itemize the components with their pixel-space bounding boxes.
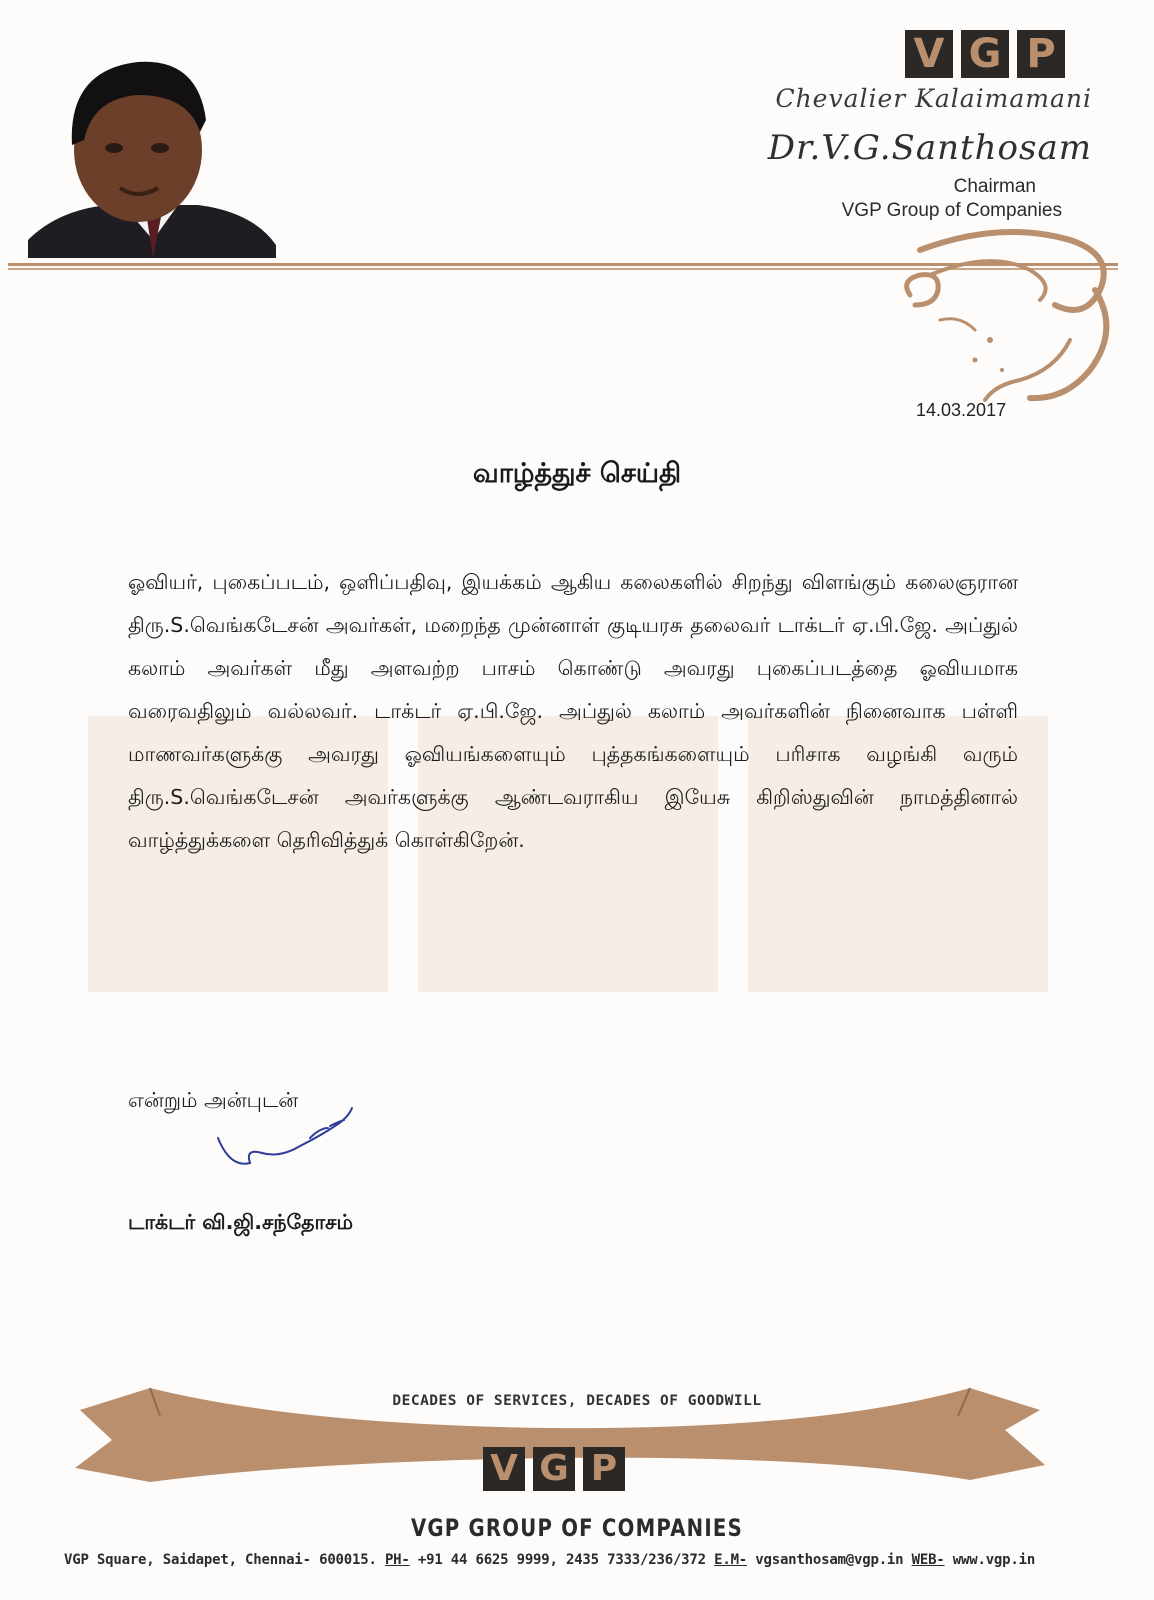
letter-body: ஓவியர், புகைப்படம், ஒளிப்பதிவு, இயக்கம் ஆகிய கலைகளில் சிறந்து விளங்கும் கலைஞரான திரு.S.வெங்கடேசன் அவர்கள், மறைந்த முன்னாள் குடியரசு தலைவர் டாக்டர் ஏ.பி.ஜே. அப்துல் கலாம் அவர்கள் மீது அளவற்ற பாசம் கொண்டு அவரது புகைப்படத்தை ஓவியமாக வரைவதிலும் வல்லவர். டாக்டர் ஏ.பி.ஜே. அப்துல் கலாம் அவர்களின் நினைவாக பள்ளி மாணவர்களுக்கு அவரது ஓவியங்களையும் புத்தகங்களையும் பரிசாக வழங்கி வரும் திரு.S.வெங்கடேசன் அவர்களுக்கு ஆண்டவராகிய இயேசு கிறிஸ்துவின் நாமத்தினால் வாழ்த்துக்களை தெரிவித்துக் கொள்கிறேன்.: [128, 570, 1018, 852]
footer-group-name: VGP GROUP OF COMPANIES: [410, 1514, 744, 1542]
logo-letter: P: [583, 1447, 625, 1491]
footer-vgp-logo: [483, 1447, 625, 1491]
chairman-name: Dr.V.G.Santhosam: [767, 128, 1092, 168]
website-link[interactable]: www.vgp.in: [952, 1552, 1036, 1568]
chairman-portrait: [28, 40, 276, 258]
vgp-logo: [905, 30, 1065, 78]
logo-letter: G: [961, 30, 1009, 78]
chairman-role: Chairman: [953, 176, 1036, 197]
footer-contact-line: [64, 1552, 1094, 1568]
footer-address: VGP Square, Saidapet, Chennai- 600015.: [64, 1552, 377, 1568]
chairman-honorific: Chevalier Kalaimamani: [775, 84, 1092, 113]
logo-letter: V: [905, 30, 953, 78]
logo-letter: P: [1017, 30, 1065, 78]
logo-letter: V: [483, 1447, 525, 1491]
letter-date: 14.03.2017: [916, 400, 1007, 420]
footer-tagline: DECADES OF SERVICES, DECADES OF GOODWILL: [392, 1393, 762, 1409]
email-label: E.M-: [714, 1552, 748, 1568]
email-address[interactable]: vgsanthosam@vgp.in: [755, 1552, 904, 1568]
letter-title: வாழ்த்துச் செய்தி: [472, 458, 682, 489]
decorative-swirl: [880, 220, 1130, 420]
letter-closing: என்றும் அன்புடன்: [128, 1088, 299, 1112]
logo-letter: G: [533, 1447, 575, 1491]
signer-name: டாக்டர் வி.ஜி.சந்தோசம்: [128, 1210, 354, 1234]
phone-numbers: +91 44 6625 9999, 2435 7333/236/372: [417, 1552, 706, 1568]
web-label: WEB-: [911, 1552, 945, 1568]
company-name: VGP Group of Companies: [841, 200, 1062, 221]
handwritten-signature: [210, 1098, 370, 1208]
phone-label: PH-: [384, 1552, 410, 1568]
